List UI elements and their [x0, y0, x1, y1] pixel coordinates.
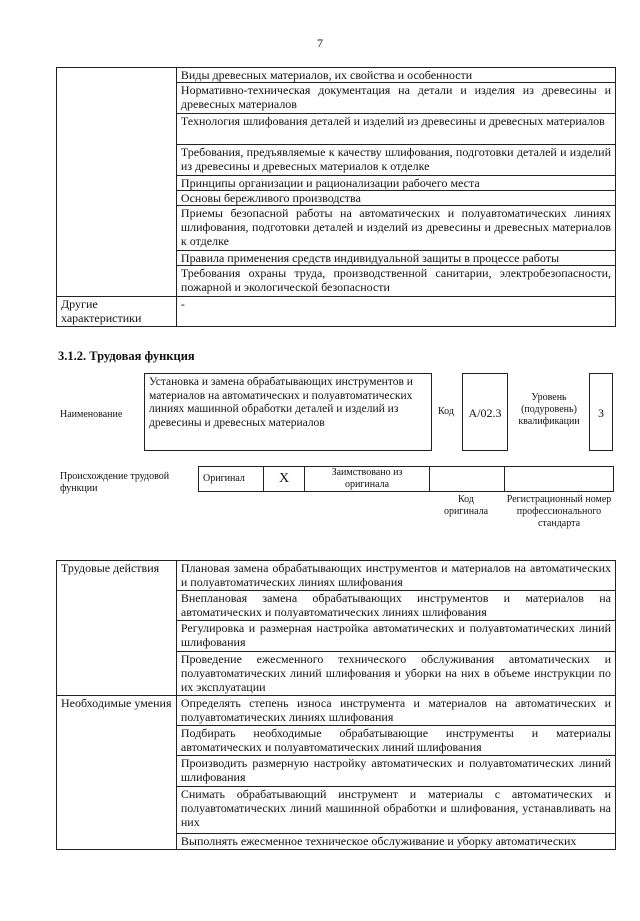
- labor-action-row: Внеплановая замена обрабатывающих инструментов и материалов на автоматических и полуавтоматических линиях шлифования: [176, 591, 615, 621]
- code-label: Код: [438, 406, 454, 417]
- skill-row: Производить размерную настройку автоматических и полуавтоматических линий шлифования: [176, 756, 615, 787]
- knowledge-row: Правила применения средств индивидуальной защиты в процессе работы: [176, 251, 615, 266]
- original-mark: X: [264, 467, 305, 492]
- knowledge-row: Виды древесных материалов, их свойства и особенности: [176, 68, 615, 83]
- knowledge-row: Принципы организации и рационализации рабочего места: [176, 176, 615, 191]
- functions-table: [56, 560, 616, 850]
- level-label: Уровень (подуровень) квалификации: [518, 392, 580, 427]
- origin-label: Происхождение трудовой функции: [60, 471, 170, 494]
- level-value: 3: [598, 406, 604, 420]
- registration-caption: Регистрационный номер профессионального стандарта: [506, 494, 612, 529]
- function-name: Установка и замена обрабатывающих инструментов и материалов на автоматических и полуавтоматических линиях машинной обработки деталей и изделий из древесины и древесных материалов: [149, 376, 413, 429]
- labor-action-row: Плановая замена обрабатывающих инструментов и материалов на автоматических и полуавтоматических линиях шлифования: [176, 561, 615, 591]
- code-original-caption: Код оригинала: [443, 494, 489, 517]
- knowledge-row: Требования охраны труда, производственной санитарии, электробезопасности, пожарной и экологической безопасности: [176, 266, 615, 297]
- code-box: [462, 373, 508, 451]
- skill-row: Снимать обрабатывающий инструмент и материалы с автоматических и полуавтоматических линий машинной обработки и шлифования, устанавливать на них: [176, 787, 615, 834]
- labor-actions-label: Трудовые действия: [57, 561, 177, 696]
- name-label: Наименование: [60, 409, 123, 420]
- borrowed-label: Заимствовано из оригинала: [305, 467, 430, 492]
- knowledge-row: Приемы безопасной работы на автоматических и полуавтоматических линиях шлифования, подготовки деталей и изделий из древесины и древесных материалов к отделке: [176, 206, 615, 251]
- other-characteristics-value: -: [176, 297, 615, 327]
- knowledge-row: Требования, предъявляемые к качеству шлифования, подготовки деталей и изделий из древесины и древесных материалов к отделке: [176, 145, 615, 176]
- knowledge-row: Нормативно-техническая документация на детали и изделия из древесины и древесных материалов: [176, 83, 615, 114]
- origin-table: [198, 466, 614, 492]
- skill-row: Выполнять ежесменное техническое обслуживание и уборку автоматических: [176, 834, 615, 850]
- original-code-cell: [430, 467, 505, 492]
- labor-action-row: Проведение ежесменного технического обслуживания автоматических и полуавтоматических линий шлифования и уборки на них в объеме инструкции по их эксплуатации: [176, 652, 615, 696]
- original-label: Оригинал: [199, 467, 264, 492]
- knowledge-table: [56, 67, 616, 327]
- knowledge-label-cell: [57, 68, 177, 297]
- page-number: 7: [317, 36, 323, 50]
- level-box: [589, 373, 613, 451]
- function-name-box: [144, 373, 432, 451]
- code-value: A/02.3: [468, 406, 502, 420]
- skill-row: Подбирать необходимые обрабатывающие инструменты и материалы автоматических и полуавтоматических линий шлифования: [176, 726, 615, 756]
- skill-row: Определять степень износа инструмента и материалов на автоматических и полуавтоматических линиях шлифования: [176, 696, 615, 726]
- required-skills-label: Необходимые умения: [57, 696, 177, 850]
- other-characteristics-label: Другие характеристики: [57, 297, 177, 327]
- labor-action-row: Регулировка и размерная настройка автоматических и полуавтоматических линий шлифования: [176, 621, 615, 652]
- section-title: 3.1.2. Трудовая функция: [58, 349, 195, 363]
- knowledge-row: Технология шлифования деталей и изделий из древесины и древесных материалов: [176, 114, 615, 145]
- registration-number-cell: [505, 467, 614, 492]
- knowledge-row: Основы бережливого производства: [176, 191, 615, 206]
